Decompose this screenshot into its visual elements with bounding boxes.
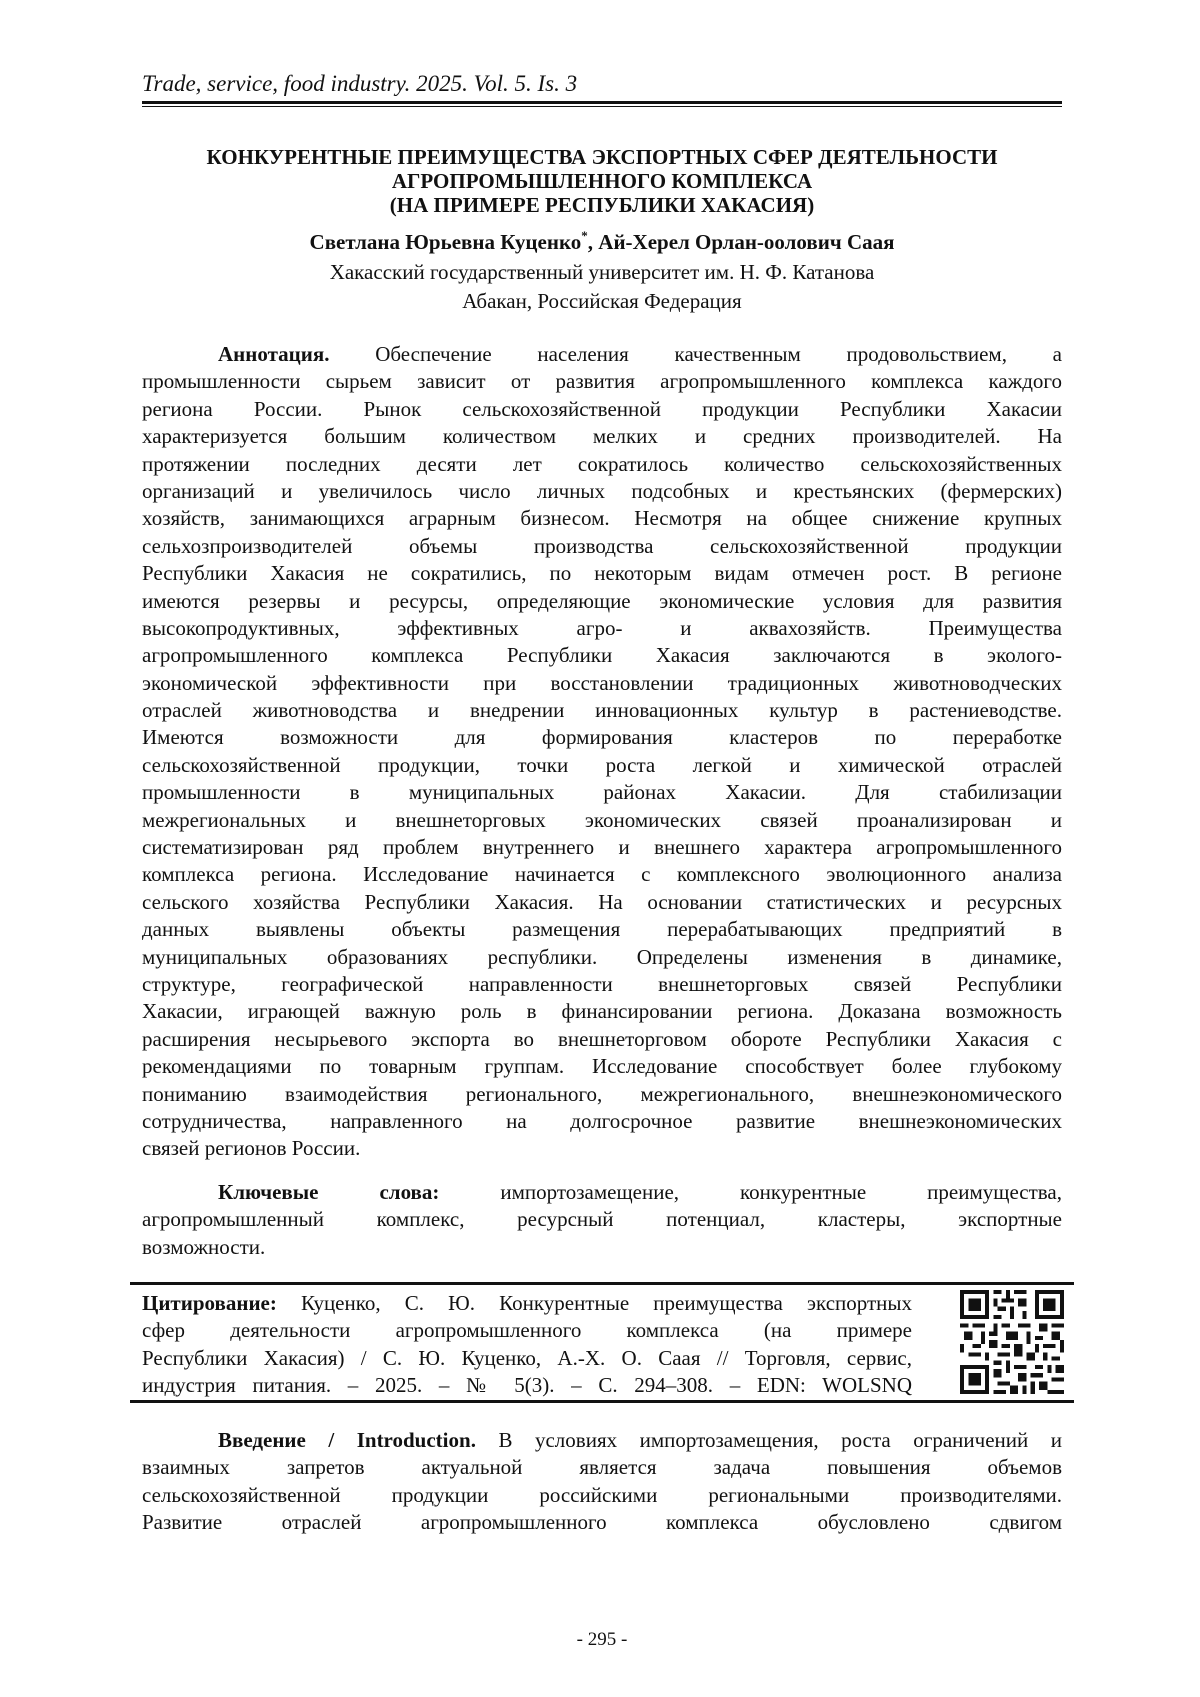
abstract-line: региона России. Рынок сельскохозяйственной продукции Республики Хакасии <box>142 396 1062 423</box>
header-rule <box>142 101 1062 104</box>
abstract-line: организаций и увеличилось число личных подсобных и крестьянских (фермерских) <box>142 478 1062 505</box>
abstract-line: систематизирован ряд проблем внутреннего и внешнего характера агропромышленного <box>142 834 1062 861</box>
citation-line: Республики Хакасия) / С. Ю. Куценко, А.-Х. О. Саая // Торговля, сервис, <box>142 1345 912 1372</box>
abstract-line: рекомендациями по товарным группам. Исследование способствует более глубокому <box>142 1053 1062 1080</box>
citation-text <box>142 1290 912 1400</box>
citation-line: сфер деятельности агропромышленного комплекса (на примере <box>142 1317 912 1344</box>
citation-first-line: Цитирование: Куценко, С. Ю. Конкурентные преимущества экспортных <box>142 1290 912 1317</box>
affiliation <box>142 258 1062 316</box>
abstract-line: сельхозпроизводителей объемы производства сельскохозяйственной продукции <box>142 533 1062 560</box>
abstract-line: имеются резервы и ресурсы, определяющие экономические условия для развития <box>142 588 1062 615</box>
citation-rule-top <box>130 1282 1074 1285</box>
abstract-line: Республики Хакасия не сократились, по некоторым видам отмечен рост. В регионе <box>142 560 1062 587</box>
page-number: - 295 - <box>142 1628 1062 1652</box>
author-name: Светлана Юрьевна Куценко <box>310 230 582 254</box>
intro-line: Развитие отраслей агропромышленного комплекса обусловлено сдвигом <box>142 1509 1062 1536</box>
abstract-line: характеризуется большим количеством мелких и средних производителей. На <box>142 423 1062 450</box>
intro-line: сельскохозяйственной продукции российскими региональными производителями. <box>142 1482 1062 1509</box>
abstract-line: сотрудничества, направленного на долгосрочное развитие внешнеэкономических <box>142 1108 1062 1135</box>
title-line: АГРОПРОМЫШЛЕННОГО КОМПЛЕКСА <box>142 169 1062 193</box>
intro-first-line: Введение / Introduction. В условиях импортозамещения, роста ограничений и <box>142 1427 1062 1454</box>
abstract-line: данных выявлены объекты размещения перерабатывающих предприятий в <box>142 916 1062 943</box>
abstract-line: структуре, географической направленности внешнеторговых связей Республики <box>142 971 1062 998</box>
abstract-line: экономической эффективности при восстановлении традиционных животноводческих <box>142 670 1062 697</box>
citation-rule-bottom <box>130 1400 1074 1403</box>
abstract-line: Хакасии, играющей важную роль в финансировании региона. Доказана возможность <box>142 998 1062 1025</box>
abstract-line: хозяйств, занимающихся аграрным бизнесом. Несмотря на общее снижение крупных <box>142 505 1062 532</box>
article-title <box>142 145 1062 217</box>
authors <box>142 228 1062 256</box>
abstract-line: протяжении последних десяти лет сократилось количество сельскохозяйственных <box>142 451 1062 478</box>
keywords <box>142 1179 1062 1261</box>
abstract-line: связей регионов России. <box>142 1135 1062 1162</box>
abstract-line: отраслей животноводства и внедрении инновационных культур в растениеводстве. <box>142 697 1062 724</box>
qr-code-icon[interactable] <box>960 1290 1064 1394</box>
abstract <box>142 341 1062 1163</box>
university: Хакасский государственный университет им. Н. Ф. Катанова <box>142 258 1062 287</box>
keywords-line: возможности. <box>142 1234 1062 1261</box>
abstract-line: промышленности в муниципальных районах Хакасии. Для стабилизации <box>142 779 1062 806</box>
abstract-line: Имеются возможности для формирования кластеров по переработке <box>142 724 1062 751</box>
abstract-first-line: Аннотация. Обеспечение населения качественным продовольствием, а <box>142 341 1062 368</box>
abstract-line: комплекса региона. Исследование начинается с комплексного эволюционного анализа <box>142 861 1062 888</box>
abstract-line: сельского хозяйства Республики Хакасия. На основании статистических и ресурсных <box>142 889 1062 916</box>
citation-box <box>130 1282 1074 1403</box>
abstract-line: муниципальных образованиях республики. Определены изменения в динамике, <box>142 944 1062 971</box>
location: Абакан, Российская Федерация <box>142 287 1062 316</box>
abstract-line: агропромышленного комплекса Республики Хакасия заключаются в эколого- <box>142 642 1062 669</box>
abstract-label: Аннотация. <box>218 342 329 366</box>
citation-label: Цитирование: <box>142 1291 277 1315</box>
abstract-line: сельскохозяйственной продукции, точки роста легкой и химической отраслей <box>142 752 1062 779</box>
article-page <box>0 0 1200 1697</box>
keywords-label: Ключевые слова: <box>218 1180 439 1204</box>
abstract-line: межрегиональных и внешнеторговых экономических связей проанализирован и <box>142 807 1062 834</box>
abstract-line: высокопродуктивных, эффективных агро- и аквахозяйств. Преимущества <box>142 615 1062 642</box>
keywords-first-line: Ключевые слова: импортозамещение, конкурентные преимущества, <box>142 1179 1062 1206</box>
title-line: (НА ПРИМЕРЕ РЕСПУБЛИКИ ХАКАСИЯ) <box>142 193 1062 217</box>
author-name: , Ай-Херел Орлан-оолович Саая <box>588 230 895 254</box>
journal-running-header: Trade, service, food industry. 2025. Vol. 5. Is. 3 <box>142 70 1062 98</box>
corresponding-author-mark: * <box>581 228 588 243</box>
abstract-line: пониманию взаимодействия регионального, межрегионального, внешнеэкономического <box>142 1081 1062 1108</box>
intro-line: взаимных запретов актуальной является задача повышения объемов <box>142 1454 1062 1481</box>
header-rule-thin <box>142 106 1062 107</box>
citation-line: индустрия питания. – 2025. – № 5(3). – С. 294–308. – EDN: WOLSNQ <box>142 1372 912 1399</box>
abstract-line: промышленности сырьем зависит от развития агропромышленного комплекса каждого <box>142 368 1062 395</box>
introduction-label: Введение / Introduction. <box>218 1428 476 1452</box>
title-line: КОНКУРЕНТНЫЕ ПРЕИМУЩЕСТВА ЭКСПОРТНЫХ СФЕР ДЕЯТЕЛЬНОСТИ <box>142 145 1062 169</box>
abstract-line: расширения несырьевого экспорта во внешнеторговом обороте Республики Хакасия с <box>142 1026 1062 1053</box>
introduction <box>142 1427 1062 1537</box>
keywords-line: агропромышленный комплекс, ресурсный потенциал, кластеры, экспортные <box>142 1206 1062 1233</box>
